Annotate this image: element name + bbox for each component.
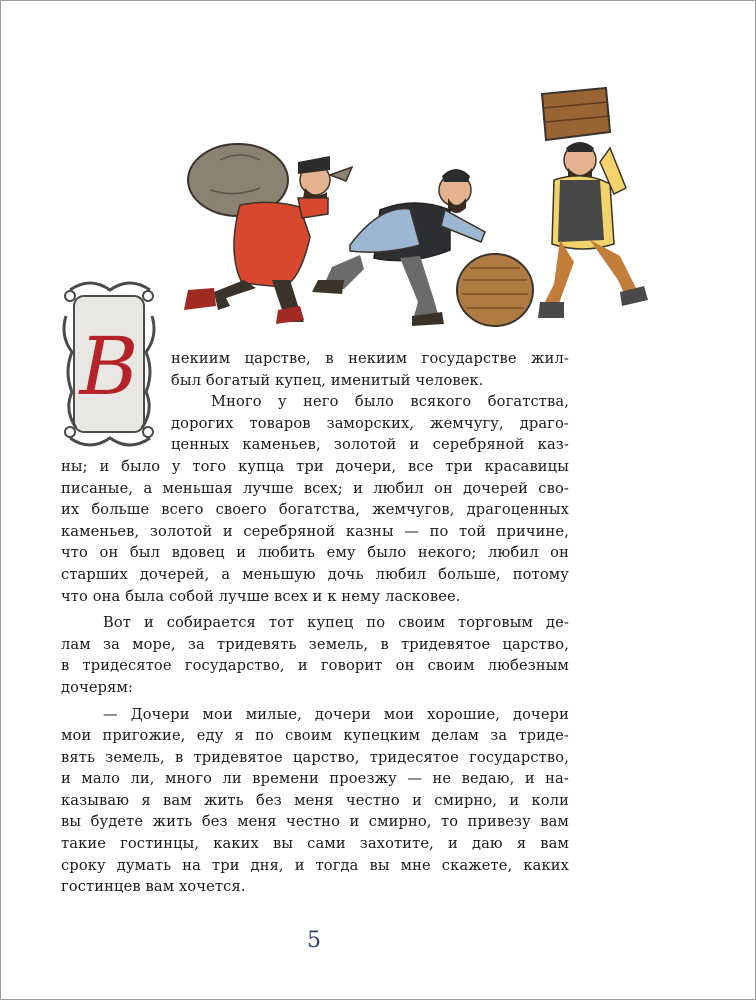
text-line: что он был вдовец и любить ему было некого; любил он	[61, 544, 569, 562]
dropcap-letter: В	[79, 320, 139, 413]
text-line: казываю я вам жить без меня честно и смирно, и коли	[61, 791, 569, 809]
text-line: Много у него было всякого богатства,	[211, 393, 569, 411]
man-rolling-barrel-figure	[312, 169, 533, 326]
text-line: ны; и было у того купца три дочери, все три красавицы	[61, 457, 569, 475]
text-line: вы будете жить без меня честно и смирно, то привезу вам	[61, 813, 569, 831]
text-line: писаные, а меньшая лучше всех; и любил он дочерей сво-	[61, 479, 569, 497]
text-line: — Дочери мои милые, дочери мои хорошие, дочери	[103, 705, 569, 723]
text-line: сроку думать на три дня, и тогда вы мне скажете, каких	[61, 856, 569, 874]
man-carrying-sack-figure	[184, 144, 352, 324]
text-line: некиим царстве, в некиим государстве жил-	[171, 350, 569, 367]
text-line: дочерям:	[61, 678, 134, 696]
text-line: такие гостинцы, каких вы сами захотите, и даю я вам	[61, 835, 569, 853]
man-carrying-crate-figure	[538, 88, 648, 318]
text-line: был богатый купец, именитый человек.	[171, 371, 484, 389]
text-line: ценных каменьев, золотой и серебряной каз-	[171, 436, 569, 454]
text-line: что она была собой лучше всех и к нему ласковее.	[61, 587, 461, 605]
text-line: каменьев, золотой и серебряной казны — по той причине,	[61, 522, 569, 540]
text-line: их больше всего своего богатства, жемчугов, драгоценных	[61, 501, 569, 519]
text-line: гостинцев вам хочется.	[61, 878, 246, 896]
text-line: и мало ли, много ли времени проезжу — не ведаю, и на-	[61, 770, 569, 788]
merchants-illustration	[180, 80, 650, 340]
text-line: Вот и собирается тот купец по своим торговым де-	[103, 614, 569, 632]
text-line: лам за море, за тридевять земель, в тридевятое царство,	[61, 635, 569, 653]
text-line: мои пригожие, еду я по своим купецким делам за триде-	[61, 727, 569, 745]
text-line: дорогих товаров заморских, жемчугу, драго-	[171, 414, 569, 432]
body-text	[61, 348, 569, 898]
text-line: в тридесятое государство, и говорит он своим любезным	[61, 657, 569, 675]
page-number: 5	[307, 928, 321, 953]
text-line: вять земель, в тридевятое царство, тридесятое государство,	[61, 748, 569, 766]
text-line: старших дочерей, а меньшую дочь любил больше, потому	[61, 565, 569, 583]
